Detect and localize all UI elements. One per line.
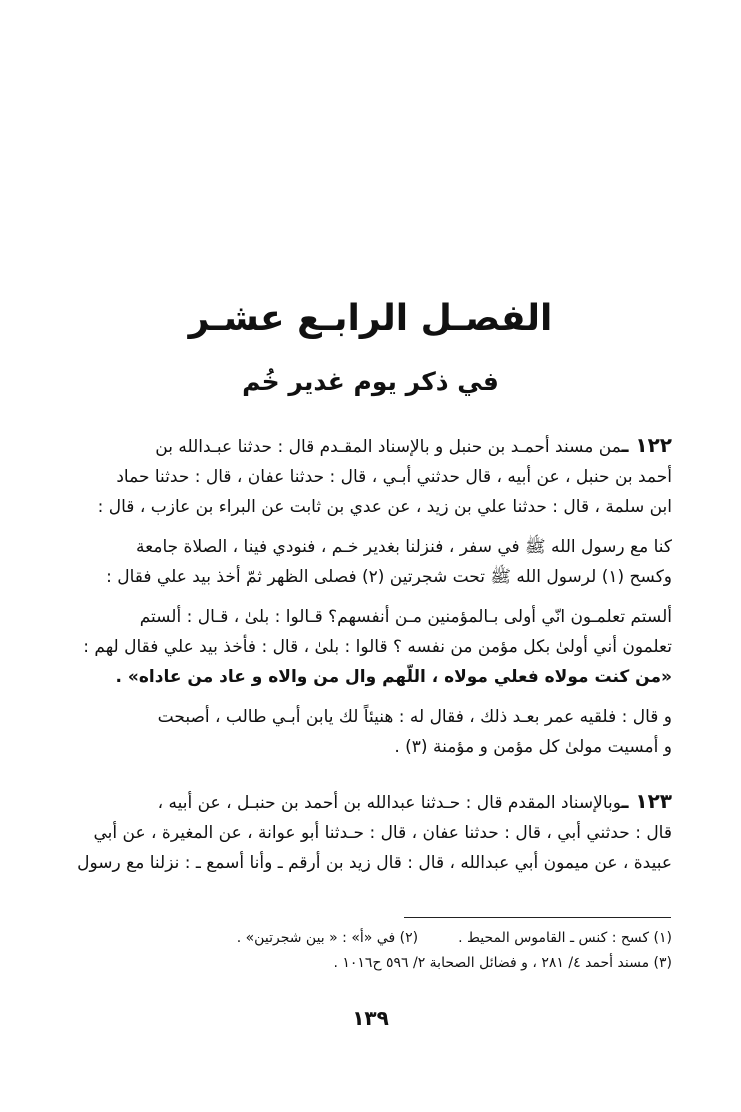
- text-line: وكسح (١) لرسول الله ﷺ تحت شجرتين (٢) فصلى الظهر ثمّ أخذ بيد علي فقال :: [106, 567, 672, 587]
- hadith-number: ١٢٢ ـ: [621, 433, 672, 457]
- umar-paragraph: [72, 702, 672, 762]
- text-line: عبيدة ، عن ميمون أبي عبدالله ، قال : قال زيد بن أرقم ـ وأنا أسمع ـ : نزلنا مع رسول: [77, 853, 672, 873]
- text-line: ١٢٢ ـمن مسند أحمـد بن حنبل و بالإسناد المقـدم قال : حدثنا عبـدالله بن: [155, 433, 672, 457]
- hadith-123-paragraph: [72, 786, 672, 878]
- footnote-row: [72, 926, 672, 951]
- page-number: ١٣٩: [352, 1006, 389, 1030]
- text-line: ١٢٣ ـوبالإسناد المقدم قال : حـدثنا عبدالله بن أحمد بن حنبـل ، عن أبيه ،: [157, 789, 672, 813]
- narration-paragraph: [72, 532, 672, 592]
- text-line: و أمسيت مولىٰ كل مؤمن و مؤمنة (٣) .: [394, 737, 672, 757]
- text-line: أحمد بن حنبل ، عن أبيه ، قال حدثني أبـي ، قال : حدثنا عفان ، قال : حدثنا حماد: [116, 467, 672, 487]
- text-line: كنا مع رسول الله ﷺ في سفر ، فنزلنا بغدير خـم ، فنودي فينا ، الصلاة جامعة: [136, 537, 672, 557]
- hadith-number: ١٢٣ ـ: [621, 789, 672, 813]
- chapter-title: الفصـل الرابـع عشـر: [188, 298, 553, 339]
- footnote-divider: [404, 917, 671, 918]
- text-line: قال : حدثني أبي ، قال : حدثنا عفان ، قال : حـدثنا أبو عوانة ، عن المغيرة ، عن أبي: [93, 823, 672, 843]
- chapter-subtitle: في ذكر يوم غدير خُم: [242, 367, 499, 396]
- footnote-1: (١) كسح : كنس ـ القاموس المحيط .: [458, 930, 672, 946]
- text-line: و قال : فلقيه عمر بعـد ذلك ، فقال له : هنيئاً لك يابن أبـي طالب ، أصبحت: [157, 707, 672, 727]
- sermon-paragraph: [72, 602, 672, 692]
- text-line: ألستم تعلمـون انّي أولى بـالمؤمنين مـن أنفسهم؟ قـالوا : بلىٰ ، قـال : ألستم: [139, 607, 672, 627]
- text-line: تعلمون أني أولىٰ بكل مؤمن من نفسه ؟ قالوا : بلىٰ ، قال : فأخذ بيد علي فقال لهم :: [83, 637, 672, 657]
- hadith-122-paragraph: [72, 430, 672, 522]
- quoted-saying: «من كنت مولاه فعلي مولاه ، اللّهم وال من والاه و عاد من عاداه» .: [115, 667, 672, 687]
- footnote-3: (٣) مسند أحمد ٤/ ٢٨١ ، و فضائل الصحابة ٢/ ٥٩٦ ح١٠١٦ .: [333, 955, 672, 971]
- main-text: [72, 430, 672, 888]
- footnote-2: (٢) في «أ» : « بين شجرتين» .: [236, 930, 419, 946]
- text-line: ابن سلمة ، قال : حدثنا علي بن زيد ، عن عدي بن ثابت عن البراء بن عازب ، قال :: [97, 497, 672, 517]
- footnotes: [72, 926, 672, 976]
